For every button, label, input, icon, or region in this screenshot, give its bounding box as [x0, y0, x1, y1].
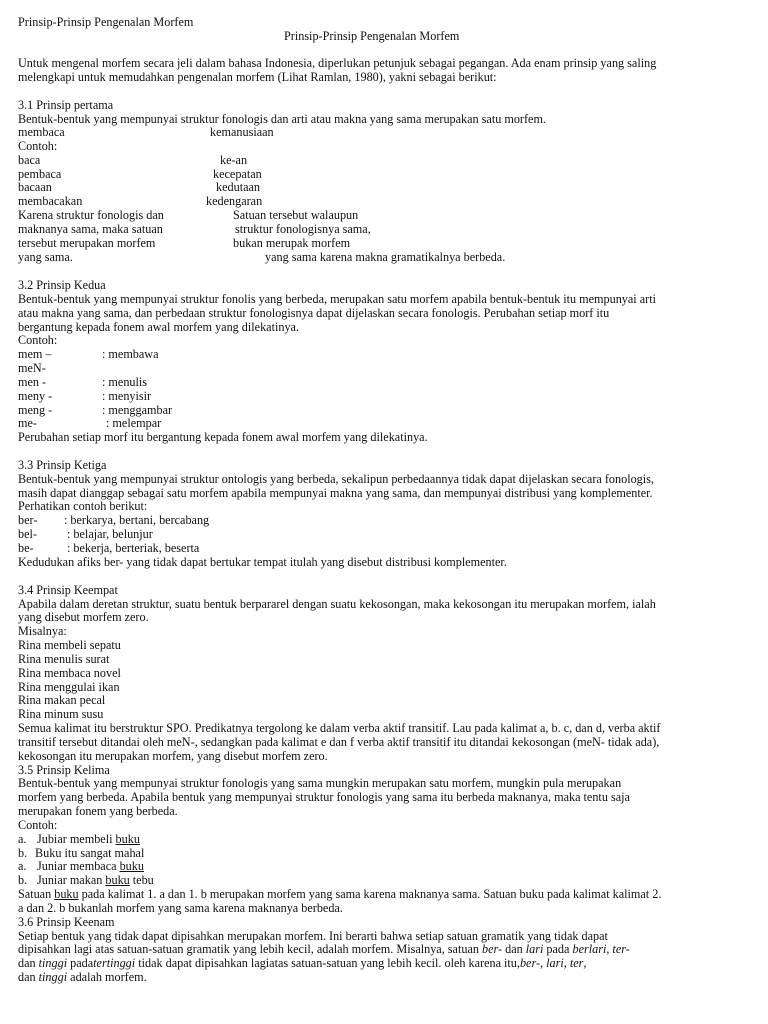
section-body-3-3: Perhatikan contoh berikut:: [18, 499, 148, 513]
example-item: [18, 846, 145, 860]
list-marker: b.: [18, 846, 28, 860]
example-left: meN-: [18, 361, 46, 375]
italic-term: tinggi: [38, 970, 68, 984]
example-left: yang sama.: [18, 250, 73, 264]
section-body-3-5: Bentuk-bentuk yang mempunyai struktur fonologis yang sama mungkin merupakan satu morfem, mungkin pula merupakan: [18, 776, 622, 790]
contoh-label: Contoh:: [18, 818, 58, 832]
example-right: struktur fonologisnya sama,: [235, 222, 371, 236]
example-pre: Juniar membaca: [37, 859, 120, 873]
example-sentence: Rina minum susu: [18, 707, 104, 721]
example-sentence: Rina menggulai ikan: [18, 680, 120, 694]
example-left: bel-: [18, 527, 37, 541]
example-pre: Juniar makan: [37, 873, 106, 887]
section-body-3-3: masih dapat dianggap sebagai satu morfem apabila mempunyai makna yang sama, dan mempunyai distribusi yang komplementer.: [18, 486, 653, 500]
section-body-3-2: atau makna yang sama, dan perbedaan struktur fonologisnya dapat dijelaskan secara fonologis. Perubahan setiap morf itu: [18, 306, 610, 320]
example-sentence: Rina membaca novel: [18, 666, 121, 680]
section-body-3-2: bergantung kepada fonem awal morfem yang dilekatinya.: [18, 320, 300, 334]
example-right: yang sama karena makna gramatikalnya berbeda.: [265, 250, 506, 264]
example-left: maknanya sama, maka satuan: [18, 222, 163, 236]
underlined-word: buku: [105, 873, 130, 887]
italic-term: lari: [546, 956, 564, 970]
example-left: baca: [18, 153, 41, 167]
section-body-3-6: [18, 956, 586, 970]
italic-term: ber-: [482, 942, 503, 956]
example-text: [37, 873, 154, 887]
intro-line-2: melengkapi untuk memudahkan pengenalan morfem (Lihat Ramlan, 1980), yakni sebagai berikut:: [18, 70, 497, 84]
text-run: tidak dapat dipisahkan lagiatas satuan-satuan yang lebih kecil. oleh karena itu,: [135, 956, 520, 970]
section-body-3-5: merupakan fonem yang berbeda.: [18, 804, 178, 818]
text-run: dan: [18, 970, 39, 984]
section-closing-3-4: Semua kalimat itu berstruktur SPO. Predikatnya tergolong ke dalam verba aktif transitif. Lau pada kalimat a, b. c, dan d, verba aktif: [18, 721, 661, 735]
example-right: kedutaan: [216, 180, 260, 194]
section-heading-3-4: 3.4 Prinsip Keempat: [18, 583, 118, 597]
underlined-word: buku: [54, 887, 79, 901]
list-marker: b.: [18, 873, 28, 887]
section-body-3-6: [18, 942, 630, 956]
italic-term: lari: [525, 942, 544, 956]
example-left: ber-: [18, 513, 38, 527]
section-heading-3-6: 3.6 Prinsip Keenam: [18, 915, 115, 929]
example-right: : belajar, belunjur: [67, 527, 153, 541]
example-left: membacakan: [18, 194, 83, 208]
contoh-label: Contoh:: [18, 333, 58, 347]
example-post: tebu: [129, 873, 154, 887]
example-left: tersebut merupakan morfem: [18, 236, 156, 250]
example-left: membaca: [18, 125, 65, 139]
example-right: : berkarya, bertani, bercabang: [64, 513, 210, 527]
section-closing-3-2: Perubahan setiap morf itu bergantung kepada fonem awal morfem yang dilekatinya.: [18, 430, 428, 444]
list-marker: a.: [18, 832, 27, 846]
example-item: [18, 832, 140, 846]
example-right: : menulis: [102, 375, 148, 389]
example-sentence: Rina menulis surat: [18, 652, 110, 666]
intro-line-1: Untuk mengenal morfem secara jeli dalam bahasa Indonesia, diperlukan petunjuk sebagai pegangan. Ada enam prinsip yang saling: [18, 56, 657, 70]
example-left: bacaan: [18, 180, 52, 194]
section-closing-3-4: kekosongan itu merupakan morfem, yang disebut morfem zero.: [18, 749, 328, 763]
section-body-3-6: Setiap bentuk yang tidak dapat dipisahkan merupakan morfem. Ini berarti bahwa setiap satuan gramatik yang tidak dapat: [18, 929, 608, 943]
underlined-word: buku: [115, 832, 140, 846]
example-sentence: Rina membeli sepatu: [18, 638, 121, 652]
example-text: [37, 859, 144, 873]
example-right: bukan merupak morfem: [233, 236, 351, 250]
text-run: dan: [18, 956, 39, 970]
text-run: ,: [583, 956, 587, 970]
example-text: [37, 832, 140, 846]
italic-term: ter: [569, 956, 584, 970]
example-right: : bekerja, berteriak, beserta: [67, 541, 200, 555]
example-left: men -: [18, 375, 47, 389]
page-title: Prinsip-Prinsip Pengenalan Morfem: [284, 29, 460, 43]
example-pre: Jubiar membeli: [37, 832, 116, 846]
section-closing-3-5: [18, 887, 661, 901]
example-item: [18, 859, 144, 873]
example-text: Buku itu sangat mahal: [35, 846, 145, 860]
list-marker: a.: [18, 859, 27, 873]
running-title: Prinsip-Prinsip Pengenalan Morfem: [18, 15, 194, 29]
section-body-3-1: Bentuk-bentuk yang mempunyai struktur fonologis dan arti atau makna yang sama merupakan satu morfem.: [18, 112, 546, 126]
example-right: : menggambar: [102, 403, 173, 417]
example-right: kedengaran: [206, 194, 263, 208]
section-heading-3-1: 3.1 Prinsip pertama: [18, 98, 114, 112]
italic-term: berlari, ter-: [572, 942, 630, 956]
contoh-label: Contoh:: [18, 139, 58, 153]
text-run: pada: [67, 956, 94, 970]
section-heading-3-3: 3.3 Prinsip Ketiga: [18, 458, 107, 472]
example-left: be-: [18, 541, 34, 555]
example-left: Karena struktur fonologis dan: [18, 208, 164, 222]
example-sentence: Rina makan pecal: [18, 693, 106, 707]
section-body-3-3: Bentuk-bentuk yang mempunyai struktur ontologis yang berbeda, sekalipun perbedaannya tidak dapat dijelaskan secara fonologis,: [18, 472, 654, 486]
example-left: meny -: [18, 389, 53, 403]
closing-pre: Satuan: [18, 887, 55, 901]
example-left: pembaca: [18, 167, 62, 181]
example-right: kecepatan: [213, 167, 262, 181]
section-body-3-4: Apabila dalam deretan struktur, suatu bentuk berpararel dengan suatu kekosongan, maka kekosongan itu merupakan morfem, ialah: [18, 597, 656, 611]
example-item: [18, 873, 154, 887]
text-run: dipisahkan lagi atas satuan-satuan gramatik yang lebih kecil, adalah morfem. Misalnya, satuan: [18, 942, 482, 956]
example-right: kemanusiaan: [210, 125, 274, 139]
example-right: : melempar: [106, 416, 162, 430]
section-body-3-2: Bentuk-bentuk yang mempunyai struktur fonolis yang berbeda, merupakan satu morfem apabila bentuk-bentuk itu mempunyai arti: [18, 292, 656, 306]
example-right: Satuan tersebut walaupun: [233, 208, 359, 222]
underlined-word: buku: [119, 859, 144, 873]
text-run: pada: [543, 942, 573, 956]
section-body-3-6: [18, 970, 147, 984]
example-left: mem –: [18, 347, 52, 361]
text-run: adalah morfem.: [67, 970, 147, 984]
italic-term: tertinggi: [93, 956, 136, 970]
example-right: ke-an: [220, 153, 248, 167]
italic-term: ber-: [519, 956, 541, 970]
example-right: : membawa: [102, 347, 159, 361]
section-closing-3-5: a dan 2. b bukanlah morfem yang sama karena maknanya berbeda.: [18, 901, 343, 915]
section-closing-3-3: Kedudukan afiks ber- yang tidak dapat bertukar tempat itulah yang disebut distribusi komplementer.: [18, 555, 507, 569]
italic-term: tinggi: [38, 956, 68, 970]
section-heading-3-2: 3.2 Prinsip Kedua: [18, 278, 106, 292]
section-body-3-5: morfem yang berbeda. Apabila bentuk yang mempunyai struktur fonologis yang sama itu berbeda maknanya, maka tentu saja: [18, 790, 630, 804]
example-right: : menyisir: [102, 389, 152, 403]
text-run: ,: [540, 956, 547, 970]
section-heading-3-5: 3.5 Prinsip Kelima: [18, 763, 110, 777]
example-left: me-: [18, 416, 37, 430]
closing-post: pada kalimat 1. a dan 1. b merupakan morfem yang sama karena maknanya sama. Satuan buku pada kalimat kalimat 2.: [78, 887, 662, 901]
example-left: meng -: [18, 403, 53, 417]
text-run: dan: [502, 942, 526, 956]
section-body-3-4: yang disebut morfem zero.: [18, 610, 149, 624]
text-run: ,: [563, 956, 570, 970]
section-closing-3-4: transitif tersebut ditandai oleh meN-, sedangkan pada kalimat e dan f verba aktif transitif itu ditandai kekosongan (meN- tidak ada),: [18, 735, 660, 749]
misalnya-label: Misalnya:: [18, 624, 67, 638]
